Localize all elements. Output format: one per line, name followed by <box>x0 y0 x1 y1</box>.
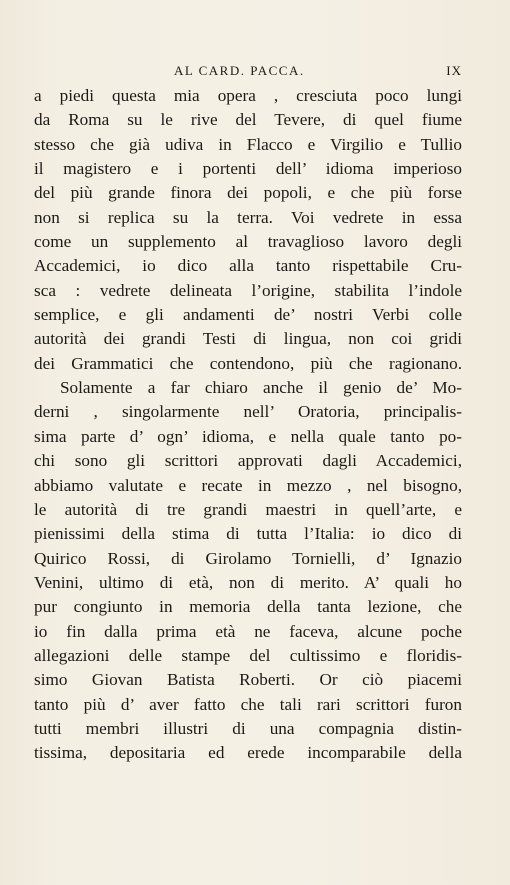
text-line: tissima, depositaria ed erede incomparabile della <box>34 743 462 763</box>
text-line: come un supplemento al travaglioso lavoro degli <box>34 232 462 252</box>
text-line: stesso che già udiva in Flacco e Virgilio e Tullio <box>34 134 462 154</box>
text-line: autorità dei grandi Testi di lingua, non coi gridi <box>34 329 462 349</box>
text-line: simo Giovan Batista Roberti. Or ciò piacemi <box>34 670 462 690</box>
running-head <box>34 63 462 79</box>
text-line: tanto più d’ aver fatto che tali rari scrittori furon <box>34 694 462 714</box>
text-line: tutti membri illustri di una compagnia distin- <box>34 718 462 738</box>
text-line: il magistero e i portenti dell’ idioma imperioso <box>34 159 462 179</box>
text-line: le autorità di tre grandi maestri in quell’arte, e <box>34 499 462 519</box>
text-line: semplice, e gli andamenti de’ nostri Verbi colle <box>34 305 462 325</box>
text-line: derni , singolarmente nell’ Oratoria, principalis- <box>34 402 462 422</box>
text-line: da Roma su le rive del Tevere, di quel fiume <box>34 110 462 130</box>
text-line: allegazioni delle stampe del cultissimo e floridis- <box>34 645 462 665</box>
text-line: dei Grammatici che contendono, più che ragionano. <box>34 353 462 373</box>
body-text <box>34 84 462 766</box>
text-line: a piedi questa mia opera , cresciuta poco lungi <box>34 86 462 105</box>
text-line: sima parte d’ ogn’ idioma, e nella quale tanto po- <box>34 426 462 446</box>
running-head-title: AL CARD. PACCA. <box>174 63 305 78</box>
text-line: abbiamo valutate e recate in mezzo , nel bisogno, <box>34 475 462 495</box>
text-line: chi sono gli scrittori approvati dagli Accademici, <box>34 451 462 471</box>
text-line: pienissimi della stima di tutta l’Italia: io dico di <box>34 524 462 544</box>
text-line: pur congiunto in memoria della tanta lezione, che <box>34 597 462 617</box>
page-number: IX <box>446 63 462 78</box>
text-line: io fin dalla prima età ne faceva, alcune poche <box>34 621 462 641</box>
text-line: non si replica su la terra. Voi vedrete in essa <box>34 207 462 227</box>
text-line: Venini, ultimo di età, non di merito. A’ quali ho <box>34 572 462 592</box>
text-line: sca : vedrete delineata l’origine, stabilita l’indole <box>34 280 462 300</box>
text-line: Solamente a far chiaro anche il genio de’ Mo- <box>60 378 462 398</box>
text-line: Accademici, io dico alla tanto rispettabile Cru- <box>34 256 462 276</box>
text-line: Quirico Rossi, di Girolamo Tornielli, d’ Ignazio <box>34 548 462 568</box>
text-line: del più grande finora dei popoli, e che più forse <box>34 183 462 203</box>
